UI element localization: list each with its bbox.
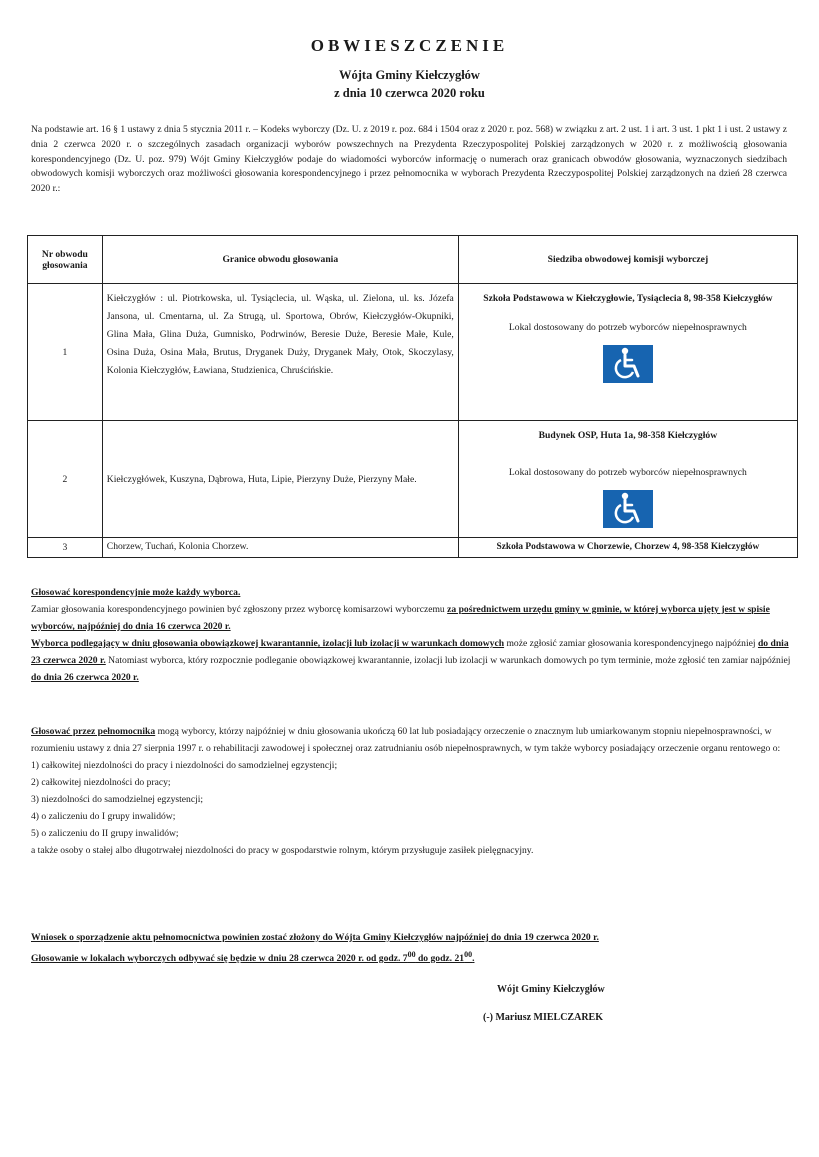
proxy-item: 2) całkowitej niezdolności do pracy;	[31, 777, 171, 788]
accessibility-note: Lokal dostosowany do potrzeb wyborców niepełnosprawnych	[508, 322, 747, 333]
table-header-row	[28, 236, 798, 284]
proxy-item: 1) całkowitej niezdolności do pracy i niezdolności do samodzielnej egzystencji;	[31, 760, 338, 771]
proxy-closing: a także osoby o stałej albo długotrwałej niezdolności do pracy w gospodarstwie rolnym, którym przysługuje zasiłek pielęgnacyjny.	[31, 845, 534, 856]
table-row	[28, 421, 798, 538]
seat-name: Budynek OSP, Huta 1a, 98-358 Kiełczygłów	[538, 430, 718, 441]
signature-role: Wójt Gminy Kiełczygłów	[497, 984, 605, 995]
correspondence-paragraph-1	[31, 601, 791, 635]
quarantine-text: może zgłosić zamiar głosowania korespondencyjnego najpóźniej	[504, 638, 758, 649]
hour-superscript: 00	[464, 950, 473, 959]
final-section	[31, 929, 791, 967]
district-bounds: Chorzew, Tuchań, Kolonia Chorzew.	[102, 538, 458, 558]
correspondence-heading: Głosować korespondencyjnie może każdy wyborca.	[31, 587, 241, 598]
district-seat-cell	[458, 538, 797, 558]
quarantine-text-2: Natomiast wyborca, który rozpocznie podleganie obowiązkowej kwarantannie, izolacji lub izolacji w warunkach domowych po tym terminie, może zgłosić ten zamiar najpóźniej	[105, 655, 791, 666]
column-header-bounds: Granice obwodu głosowania	[102, 236, 458, 284]
correspondence-section	[31, 584, 791, 686]
table-row	[28, 538, 798, 558]
seat-name: Szkoła Podstawowa w Chorzewie, Chorzew 4, 98-358 Kiełczygłów	[496, 542, 760, 552]
proxy-text: mogą wyborcy, którzy najpóźniej w dniu głosowania ukończą 60 lat lub posiadający orzeczenie o znacznym lub umiarkowanym stopniu niepełnosprawności, w rozumieniu ustawy z dnia 27 sierpnia 1997 r. o rehabilitacji zawodowej i społecznej oraz zatrudnianiu osób niepełnosprawnych, w tym także wyborcy posiadający orzeczenie organu rentowego o:	[31, 726, 781, 754]
correspondence-paragraph-2	[31, 635, 791, 686]
proxy-item: 5) o zaliczeniu do II grupy inwalidów;	[31, 828, 179, 839]
date-line: z dnia 10 czerwca 2020 roku	[334, 86, 485, 100]
voting-hours-line	[31, 946, 791, 967]
proxy-item: 4) o zaliczeniu do I grupy inwalidów;	[31, 811, 176, 822]
seat-name: Szkoła Podstawowa w Kiełczygłowie, Tysiąclecia 8, 98-358 Kiełczygłów	[483, 293, 773, 304]
district-bounds: Kiełczygłów : ul. Piotrkowska, ul. Tysiąclecia, ul. Wąska, ul. Zielona, ul. ks. Józefa Jansona, ul. Cmentarna, ul. Za Strugą, ul. Sportowa, Obrów, Kiełczygłów-Okupniki, Glina Mała, Glina Duża, Gumnisko, Podrwinów, Beresie Duże, Beresie Małe, Kule, Osina Duża, Osina Mała, Brutus, Dryganek Duży, Dryganek Mały, Otok, Skoczylasy, Kolonia Kiełczygłów, Ławiana, Studzienica, Chruścińskie.	[102, 284, 458, 421]
quarantine-heading: Wyborca podlegający w dniu głosowania obowiązkowej kwarantannie, izolacji lub izolacji w warunkach domowych	[31, 638, 505, 649]
district-number: 2	[28, 421, 103, 538]
quarantine-deadline-2: do dnia 26 czerwca 2020 r.	[31, 672, 139, 683]
district-bounds: Kiełczygłówek, Kuszyna, Dąbrowa, Huta, Lipie, Pierzyny Duże, Pierzyny Małe.	[102, 421, 458, 538]
quarantine-deadline-1: do dnia 23 czerwca 2020 r.	[31, 638, 789, 666]
voting-hours-text: Głosowanie w lokalach wyborczych odbywać się będzie w dniu 28 czerwca 2020 r. od godz. 7	[31, 953, 408, 965]
column-header-nr: Nr obwodu głosowania	[28, 236, 103, 284]
voting-hours-end: .	[472, 953, 475, 965]
hour-superscript: 00	[407, 950, 416, 959]
accessibility-note: Lokal dostosowany do potrzeb wyborców niepełnosprawnych	[508, 467, 747, 478]
district-number: 3	[28, 538, 103, 558]
intro-paragraph: Na podstawie art. 16 § 1 ustawy z dnia 5 stycznia 2011 r. – Kodeks wyborczy (Dz. U. z 2019 r. poz. 684 i 1504 oraz z 2020 r. poz. 568) w związku z art. 2 ust. 1 i art. 3 ust. 1 pkt 1 i ust. 2 ustawy z dnia 2 czerwca 2020 r. o szczególnych zasadach organizacji wyborów powszechnych na Prezydenta Rzeczypospolitej Polskiej zarządzonych w 2020 r. z możliwością głosowania korespondencyjnego (Dz. U. poz. 979) Wójt Gminy Kiełczygłów podaje do wiadomości wyborców informację o numerach oraz granicach obwodów głosowania, wyznaczonych siedzibach obwodowych komisji wyborczych oraz możliwości głosowania korespondencyjnego i przez pełnomocnika w wyborach Prezydenta Rzeczypospolitej Polskiej zarządzonych na dzień 28 czerwca 2020 r.:	[31, 124, 787, 195]
table-row	[28, 284, 798, 421]
voting-hours-text-2: do godz. 21	[415, 953, 465, 965]
districts-table	[27, 235, 798, 558]
column-header-seat: Siedziba obwodowej komisji wyborczej	[458, 236, 797, 284]
proxy-section	[31, 723, 791, 859]
district-number: 1	[28, 284, 103, 421]
issuer-line: Wójta Gminy Kiełczygłów	[339, 68, 480, 82]
signature-name: (-) Mariusz MIELCZAREK	[483, 1012, 603, 1023]
district-seat-cell	[458, 284, 797, 421]
proxy-item: 3) niezdolności do samodzielnej egzystencji;	[31, 794, 204, 805]
district-seat-cell	[458, 421, 797, 538]
document-title: OBWIESZCZENIE	[310, 36, 509, 55]
correspondence-text: Zamiar głosowania korespondencyjnego powinien być zgłoszony przez wyborcę komisarzowi wyborczemu	[31, 604, 448, 615]
proxy-deadline-line: Wniosek o sporządzenie aktu pełnomocnictwa powinien zostać złożony do Wójta Gminy Kiełczygłów najpóźniej do dnia 19 czerwca 2020 r.	[31, 932, 599, 943]
wheelchair-icon	[603, 490, 653, 528]
proxy-intro	[31, 723, 791, 757]
wheelchair-icon	[603, 345, 653, 383]
correspondence-deadline: za pośrednictwem urzędu gminy w gminie, w której wyborca ujęty jest w spisie wyborców, najpóźniej do dnia 16 czerwca 2020 r.	[31, 604, 770, 632]
proxy-heading: Głosować przez pełnomocnika	[31, 726, 156, 737]
